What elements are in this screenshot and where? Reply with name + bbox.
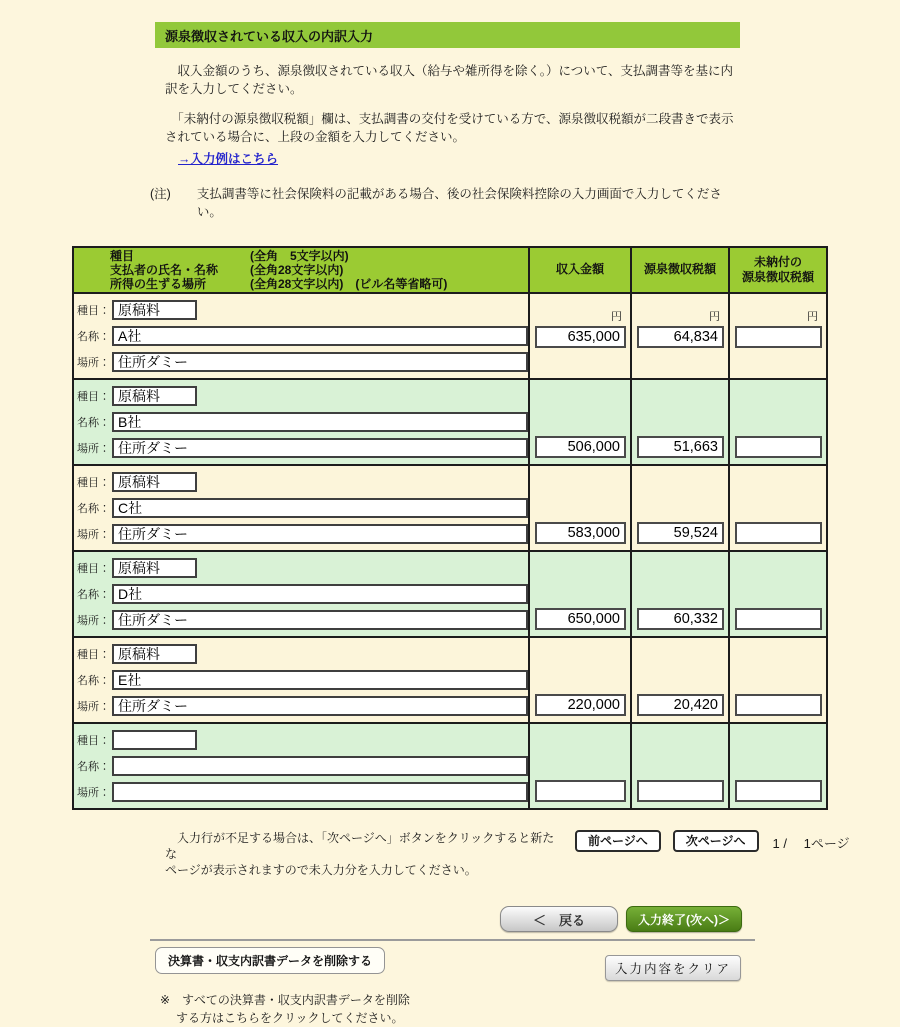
header-withholding-tax: 源泉徴収税額 <box>631 247 729 293</box>
header-payer-info <box>73 247 529 293</box>
table-row <box>73 551 827 637</box>
income-amount-input[interactable] <box>535 608 626 630</box>
type-label: 種目： <box>77 734 110 747</box>
withholding-tax-input[interactable] <box>637 608 724 630</box>
withholding-tax-input[interactable] <box>637 326 724 348</box>
income-amount-input[interactable] <box>535 522 626 544</box>
prev-page-button[interactable]: 前ページへ <box>575 830 661 852</box>
payer-name-input[interactable] <box>112 756 528 776</box>
type-label: 種目： <box>77 562 110 575</box>
page-title: 源泉徴収されている収入の内訳入力 <box>155 22 740 48</box>
type-label: 種目： <box>77 648 110 661</box>
table-header-row <box>73 247 827 293</box>
pager-help-text: 入力行が不足する場合は、「次ページへ」ボタンをクリックすると新たな ページが表示されますので未入力分を入力してください。 <box>165 830 555 877</box>
finish-next-button[interactable]: 入力終了(次へ)＞ <box>626 906 742 932</box>
name-label: 名称： <box>77 760 110 773</box>
table-row <box>73 637 827 723</box>
header-type-label: 種目 <box>110 248 135 263</box>
delete-data-button[interactable]: 決算書・収支内訳書データを削除する <box>155 947 385 974</box>
name-label: 名称： <box>77 416 110 429</box>
place-input[interactable] <box>112 352 528 372</box>
header-place-limit: (全角28文字以内) (ビル名等省略可) <box>250 276 448 291</box>
unpaid-tax-input[interactable] <box>735 694 822 716</box>
header-name-limit: (全角28文字以内) <box>250 262 344 277</box>
intro-paragraph-2: 「未納付の源泉徴収税額」欄は、支払調書の交付を受けている方で、源泉徴収税額が二段書きで表示されている場合に、上段の金額を入力してください。 <box>165 112 734 145</box>
clear-input-button[interactable]: 入力内容をクリア <box>605 955 741 981</box>
type-input[interactable] <box>112 472 197 492</box>
place-label: 場所： <box>77 356 110 369</box>
withholding-table <box>72 246 828 810</box>
place-input[interactable] <box>112 782 528 802</box>
bottom-actions <box>155 947 741 981</box>
type-input[interactable] <box>112 558 197 578</box>
note-text: 支払調書等に社会保険料の記載がある場合、後の社会保険料控除の入力画面で入力してください。 <box>196 186 722 219</box>
header-unpaid-withholding-tax: 未納付の 源泉徴収税額 <box>729 247 827 293</box>
note-label: (注) <box>150 186 171 201</box>
income-amount-input[interactable] <box>535 436 626 458</box>
name-label: 名称： <box>77 588 110 601</box>
back-button[interactable]: ＜ 戻る <box>500 906 618 932</box>
type-label: 種目： <box>77 476 110 489</box>
unpaid-tax-input[interactable] <box>735 436 822 458</box>
unpaid-tax-input[interactable] <box>735 522 822 544</box>
header-name-label: 支払者の氏名・名称 <box>110 262 219 277</box>
yen-unit-label: 円 <box>807 310 818 323</box>
unpaid-tax-input[interactable] <box>735 608 822 630</box>
payer-name-input[interactable] <box>112 498 528 518</box>
separator-line <box>150 939 755 941</box>
page-indicator: 1 / 1ページ <box>772 835 850 851</box>
place-input[interactable] <box>112 524 528 544</box>
table-row <box>73 293 827 379</box>
main-actions <box>500 906 900 932</box>
income-amount-input[interactable] <box>535 694 626 716</box>
unpaid-tax-input[interactable] <box>735 780 822 802</box>
yen-unit-label: 円 <box>611 310 622 323</box>
withholding-tax-input[interactable] <box>637 436 724 458</box>
place-label: 場所： <box>77 700 110 713</box>
type-label: 種目： <box>77 304 110 317</box>
withholding-tax-input[interactable] <box>637 694 724 716</box>
input-example-link[interactable]: →入力例はこちら <box>178 151 279 166</box>
place-input[interactable] <box>112 610 528 630</box>
name-label: 名称： <box>77 330 110 343</box>
place-input[interactable] <box>112 438 528 458</box>
header-income-amount: 収入金額 <box>529 247 631 293</box>
name-label: 名称： <box>77 674 110 687</box>
type-input[interactable] <box>112 644 197 664</box>
note-line <box>150 184 740 220</box>
footnote: ※ すべての決算書・収支内訳書データを削除 する方はこちらをクリックしてください。 <box>160 993 410 1026</box>
table-row <box>73 465 827 551</box>
table-row <box>73 723 827 809</box>
type-input[interactable] <box>112 300 197 320</box>
payer-name-input[interactable] <box>112 412 528 432</box>
payer-name-input[interactable] <box>112 670 528 690</box>
income-amount-input[interactable] <box>535 780 626 802</box>
payer-name-input[interactable] <box>112 584 528 604</box>
place-label: 場所： <box>77 528 110 541</box>
next-page-button[interactable]: 次ページへ <box>673 830 759 852</box>
income-amount-input[interactable] <box>535 326 626 348</box>
header-type-limit: (全角 5文字以内) <box>250 248 349 263</box>
table-row <box>73 379 827 465</box>
yen-unit-label: 円 <box>709 310 720 323</box>
type-input[interactable] <box>112 386 197 406</box>
type-input[interactable] <box>112 730 197 750</box>
place-label: 場所： <box>77 614 110 627</box>
unpaid-tax-input[interactable] <box>735 326 822 348</box>
intro-paragraph-1: 収入金額のうち、源泉徴収されている収入（給与や雑所得を除く。）について、支払調書等を基に内訳を入力してください。 <box>165 64 734 97</box>
payer-name-input[interactable] <box>112 326 528 346</box>
pager-zone <box>165 830 900 879</box>
place-input[interactable] <box>112 696 528 716</box>
header-place-label: 所得の生ずる場所 <box>110 276 207 291</box>
type-label: 種目： <box>77 390 110 403</box>
withholding-tax-input[interactable] <box>637 522 724 544</box>
withholding-tax-input[interactable] <box>637 780 724 802</box>
place-label: 場所： <box>77 442 110 455</box>
pager-buttons <box>563 830 850 852</box>
place-label: 場所： <box>77 786 110 799</box>
name-label: 名称： <box>77 502 110 515</box>
